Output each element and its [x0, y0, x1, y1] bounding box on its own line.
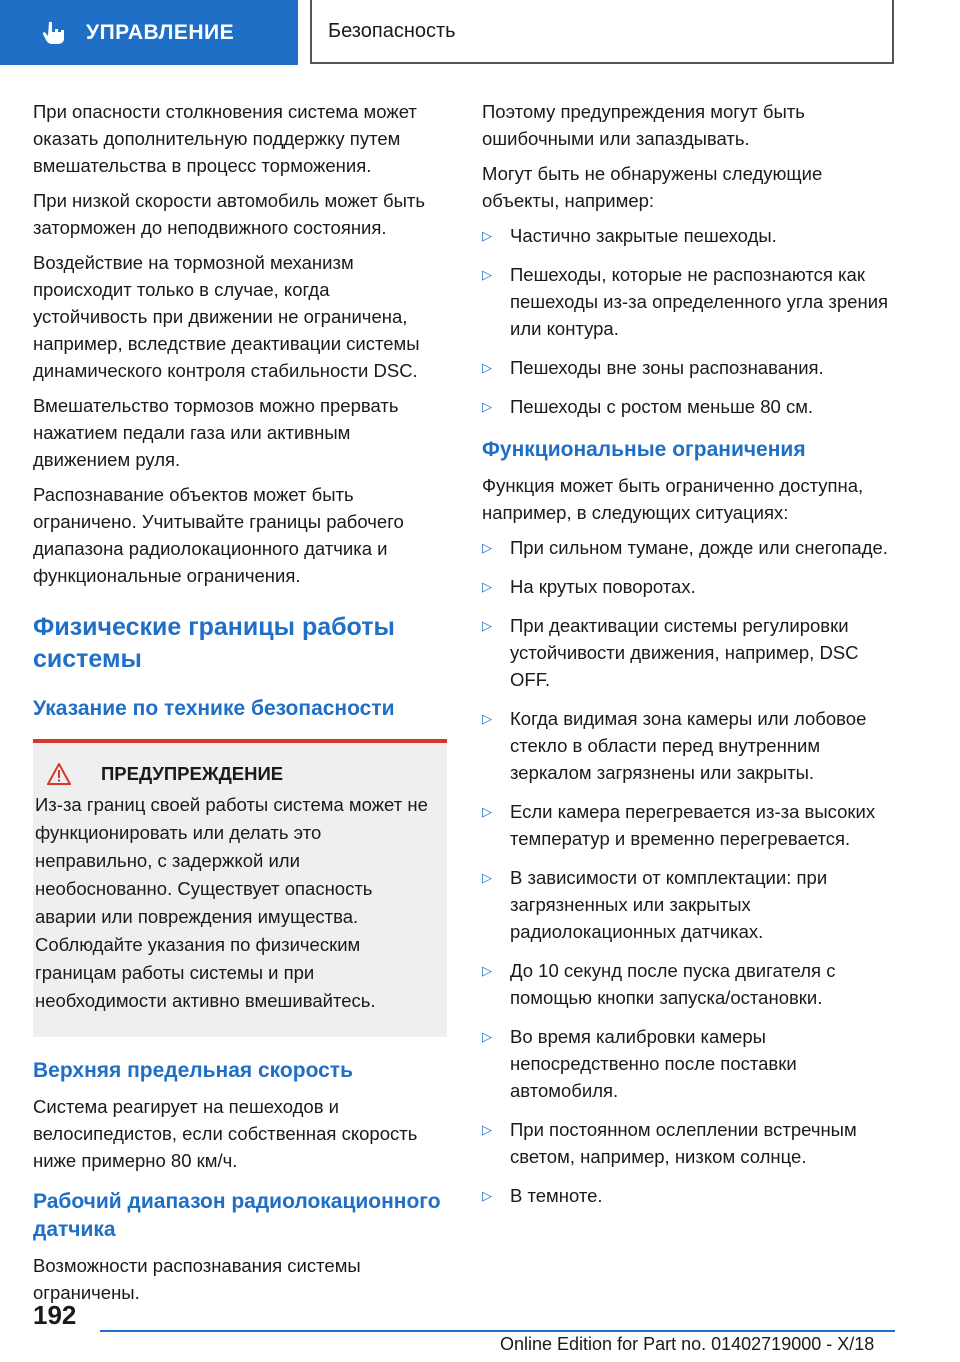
left-column [33, 98, 447, 1314]
bullet-triangle-icon: ▷ [482, 963, 492, 978]
header-tab-controls [0, 0, 298, 65]
footer-divider [100, 1330, 895, 1332]
bullet-triangle-icon: ▷ [482, 1029, 492, 1044]
bullet-triangle-icon: ▷ [482, 804, 492, 819]
list-item: ▷ Пешеходы с ростом меньше 80 см. [482, 393, 896, 420]
bullet-triangle-icon: ▷ [482, 267, 492, 282]
bullet-triangle-icon: ▷ [482, 1122, 492, 1137]
bullet-triangle-icon: ▷ [482, 870, 492, 885]
bullet-triangle-icon: ▷ [482, 228, 492, 243]
list-item: ▷ Если камера перегревается из-за высоких температур и временно перегревается. [482, 798, 896, 852]
hand-pointer-icon [40, 20, 66, 46]
limitations-list [482, 534, 896, 1209]
paragraph: При опасности столкновения система может оказать дополнительную поддержку путем вмешательства в процесс торможения. [33, 101, 417, 176]
bullet-triangle-icon: ▷ [482, 711, 492, 726]
page-number: 192 [33, 1300, 77, 1330]
header-tab-label: УПРАВЛЕНИЕ [86, 20, 235, 44]
heading-physical-limits: Физические границы работы системы [33, 613, 395, 673]
list-item: ▷ До 10 секунд после пуска двигателя с помощью кнопки запуска/остановки. [482, 957, 896, 1011]
bullet-triangle-icon: ▷ [482, 399, 492, 414]
bullet-triangle-icon: ▷ [482, 360, 492, 375]
heading-upper-speed: Верхняя предельная скорость [33, 1059, 353, 1082]
warning-triangle-icon [47, 763, 71, 785]
heading-safety-notice: Указание по технике безопасности [33, 697, 395, 720]
warning-box [33, 739, 447, 1037]
paragraph: Система реагирует на пешеходов и велосипедистов, если собственная скорость ниже примерно 80 км/ч. [33, 1096, 418, 1171]
warning-header [33, 763, 447, 785]
list-item: ▷ Когда видимая зона камеры или лобовое стекло в области перед внутренним зеркалом загрязнены или закрыты. [482, 705, 896, 786]
list-item: ▷ В зависимости от комплектации: при загрязненных или закрытых радиолокационных датчиках. [482, 864, 896, 945]
paragraph: Могут быть не обнаружены следующие объекты, например: [482, 163, 823, 211]
paragraph: При низкой скорости автомобиль может быть заторможен до неподвижного состояния. [33, 190, 426, 238]
list-item: ▷ Пешеходы, которые не распознаются как пешеходы из-за определенного угла зрения или контура. [482, 261, 896, 342]
footer-edition-text: Online Edition for Part no. 01402719000 - X/18 [500, 1334, 875, 1354]
list-item: ▷ При деактивации системы регулировки устойчивости движения, например, DSC OFF. [482, 612, 896, 693]
heading-functional-limits: Функциональные ограничения [482, 438, 806, 461]
warning-title: ПРЕДУПРЕЖДЕНИЕ [101, 763, 284, 784]
list-item: ▷ Во время калибровки камеры непосредственно после поставки автомобиля. [482, 1023, 896, 1104]
list-item: ▷ Частично закрытые пешеходы. [482, 222, 896, 249]
list-item: ▷ При постоянном ослеплении встречным светом, например, низком солнце. [482, 1116, 896, 1170]
paragraph: Воздействие на тормозной механизм происходит только в случае, когда устойчивость при движении не ограничена, например, вследствие деактивации системы динамического контроля стабильности DSC. [33, 252, 420, 381]
right-column [482, 98, 896, 1225]
paragraph: Распознавание объектов может быть ограничено. Учитывайте границы рабочего диапазона радиолокационного датчика и функциональные ограничения. [33, 484, 404, 586]
header-section-box [310, 0, 894, 64]
paragraph: Вмешательство тормозов можно прервать нажатием педали газа или активным движением руля. [33, 395, 399, 470]
list-item: ▷ Пешеходы вне зоны распознавания. [482, 354, 896, 381]
heading-radar-range: Рабочий диапазон радиолокационного датчика [33, 1190, 441, 1241]
bullet-triangle-icon: ▷ [482, 540, 492, 555]
bullet-triangle-icon: ▷ [482, 1188, 492, 1203]
bullet-triangle-icon: ▷ [482, 579, 492, 594]
paragraph: Поэтому предупреждения могут быть ошибочными или запаздывать. [482, 101, 805, 149]
paragraph: Возможности распознавания системы ограничены. [33, 1255, 361, 1303]
bullet-triangle-icon: ▷ [482, 618, 492, 633]
header-section-label: Безопасность [328, 19, 456, 42]
list-item: ▷ При сильном тумане, дожде или снегопаде. [482, 534, 896, 561]
warning-text: Из-за границ своей работы система может не функционировать или делать это неправильно, с задержкой или необоснованно. Существует опасность аварии или повреждения имущества. Соблюдайте указания по физическим границам работы системы и при необходимости активно вмешивайтесь. [35, 794, 428, 1011]
paragraph: Функция может быть ограниченно доступна, например, в следующих ситуациях: [482, 475, 864, 523]
list-item: ▷ В темноте. [482, 1182, 896, 1209]
list-item: ▷ На крутых поворотах. [482, 573, 896, 600]
undetected-objects-list [482, 222, 896, 420]
